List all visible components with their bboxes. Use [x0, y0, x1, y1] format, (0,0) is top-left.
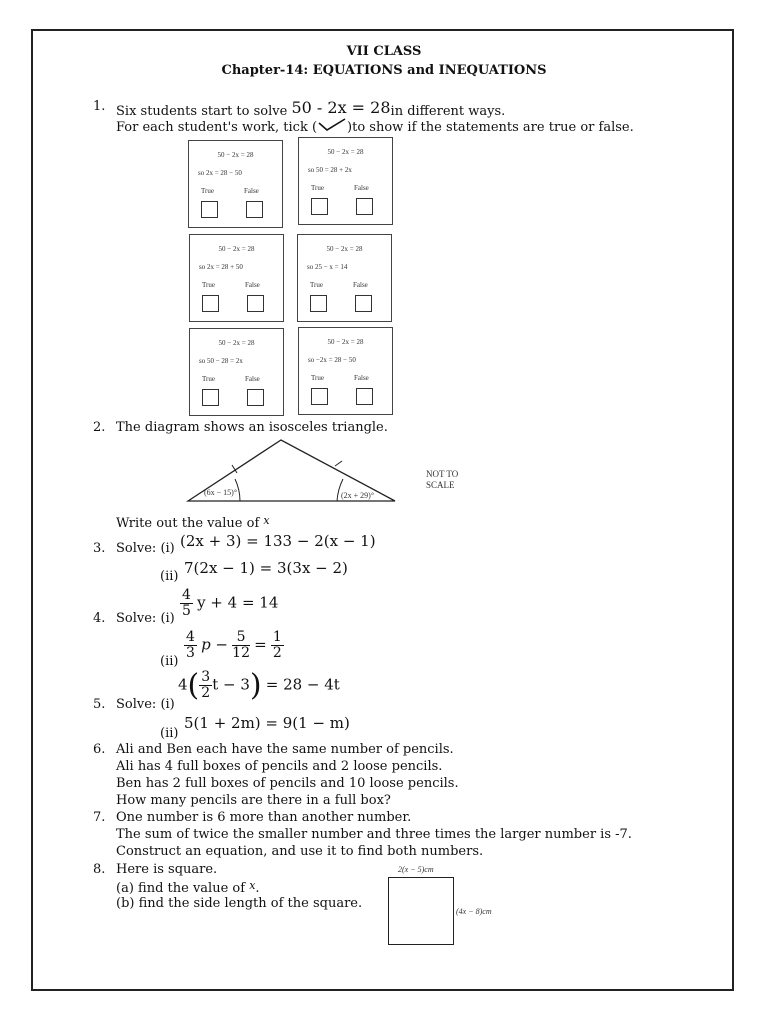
card-true-label: True	[201, 187, 214, 195]
q4-i-rest: y + 4 = 14	[197, 593, 279, 612]
q5-expression-i	[178, 667, 340, 703]
true-checkbox[interactable]	[201, 201, 218, 218]
q8-part-a	[116, 880, 260, 895]
card-equation: 50 − 2x = 28	[327, 148, 364, 156]
card-true-label: True	[311, 374, 324, 382]
q2-followup-text: Write out the value of	[116, 516, 260, 531]
fraction-numerator: 5	[232, 630, 250, 646]
tick-icon	[317, 118, 347, 132]
card-false-label: False	[244, 187, 259, 195]
q7-line-1: One number is 6 more than another number.	[116, 810, 412, 825]
q6-line-3: Ben has 2 full boxes of pencils and 10 loose pencils.	[116, 776, 459, 791]
q3-label-i: Solve: (i)	[116, 541, 175, 556]
q1-text-a: Six students start to solve	[116, 104, 288, 119]
class-title: VII CLASS	[346, 44, 422, 59]
fraction-denominator: 2	[201, 685, 211, 702]
student-card-4	[297, 234, 392, 322]
q4-number: 4.	[93, 611, 106, 626]
q5-label-ii: (ii)	[160, 726, 179, 741]
card-false-label: False	[245, 375, 260, 383]
q8-text: Here is square.	[116, 862, 218, 877]
card-step: so 50 = 28 + 2x	[308, 166, 352, 174]
false-checkbox[interactable]	[355, 295, 372, 312]
fraction-denominator: 12	[232, 645, 250, 662]
q4-expression-i	[180, 588, 278, 620]
fraction-denominator: 2	[272, 645, 282, 662]
q2-followup-var: x	[263, 514, 270, 527]
true-checkbox[interactable]	[202, 295, 219, 312]
q8-number: 8.	[93, 862, 106, 877]
q2-number: 2.	[93, 420, 106, 435]
angle-left-label: (6x − 15)°	[204, 488, 238, 497]
card-true-label: True	[310, 281, 323, 289]
card-true-label: True	[202, 281, 215, 289]
student-card-6	[298, 327, 393, 415]
q4-ii-mid: p −	[201, 635, 229, 654]
q1-equation: 50 - 2x = 28	[291, 98, 391, 117]
card-equation: 50 − 2x = 28	[218, 245, 255, 253]
q7-line-2: The sum of twice the smaller number and three times the larger number is -7.	[116, 827, 632, 842]
card-equation: 50 − 2x = 28	[327, 338, 364, 346]
q1-instruction-b: )to show if the statements are true or false.	[347, 120, 634, 135]
fraction-denominator: 5	[182, 603, 191, 620]
student-card-2	[298, 137, 393, 225]
false-checkbox[interactable]	[247, 295, 264, 312]
fraction	[180, 588, 193, 620]
not-to-scale-line2: SCALE	[426, 480, 455, 490]
q8-part-b: (b) find the side length of the square.	[116, 896, 363, 911]
q7-number: 7.	[93, 810, 106, 825]
false-checkbox[interactable]	[247, 389, 264, 406]
card-true-label: True	[311, 184, 324, 192]
q2-followup	[116, 515, 270, 530]
angle-right-label: (2x + 29)°	[341, 491, 375, 500]
q1-instruction-a: For each student's work, tick (	[116, 120, 318, 135]
true-checkbox[interactable]	[202, 389, 219, 406]
q1-instruction	[116, 118, 634, 134]
fraction	[271, 630, 284, 662]
q3-number: 3.	[93, 541, 106, 556]
q5-label-i: Solve: (i)	[116, 697, 175, 712]
card-false-label: False	[354, 374, 369, 382]
q6-line-2: Ali has 4 full boxes of pencils and 2 loose pencils.	[116, 759, 443, 774]
true-checkbox[interactable]	[311, 198, 328, 215]
fraction-numerator: 4	[182, 587, 191, 603]
q7-line-3: Construct an equation, and use it to find both numbers.	[116, 844, 484, 859]
right-paren: )	[249, 667, 262, 703]
false-checkbox[interactable]	[246, 201, 263, 218]
card-true-label: True	[202, 375, 215, 383]
q8-part-a-text: (a) find the value of	[116, 881, 246, 896]
q6-line-4: How many pencils are there in a full box?	[116, 793, 391, 808]
card-step: so −2x = 28 − 50	[308, 356, 356, 364]
q5-i-rest: = 28 − 4t	[265, 675, 340, 694]
fraction	[199, 670, 212, 702]
square-side-label: (4x − 8)cm	[456, 907, 492, 916]
card-false-label: False	[353, 281, 368, 289]
card-step: so 2x = 28 − 50	[198, 169, 242, 177]
card-equation: 50 − 2x = 28	[217, 151, 254, 159]
false-checkbox[interactable]	[356, 388, 373, 405]
card-step: so 25 − x = 14	[307, 263, 348, 271]
student-card-3	[189, 234, 284, 322]
q6-number: 6.	[93, 742, 106, 757]
student-card-5	[189, 328, 284, 416]
square-diagram	[388, 877, 454, 945]
left-paren: (	[187, 667, 200, 703]
q5-number: 5.	[93, 697, 106, 712]
q5-equation-ii: 5(1 + 2m) = 9(1 − m)	[184, 714, 350, 732]
q8-part-a-var: x	[249, 879, 256, 892]
card-step: so 2x = 28 + 50	[199, 263, 243, 271]
q3-equation-i: (2x + 3) = 133 − 2(x − 1)	[180, 532, 376, 550]
true-checkbox[interactable]	[311, 388, 328, 405]
q5-i-inner: t − 3	[212, 675, 250, 694]
q8-part-a-end: .	[255, 881, 260, 896]
q5-i-coefficient: 4	[178, 675, 188, 694]
not-to-scale-line1: NOT TO	[426, 469, 459, 479]
fraction-denominator: 3	[186, 645, 195, 662]
fraction-numerator: 3	[201, 669, 211, 685]
q1-number: 1.	[93, 99, 106, 114]
q4-label-i: Solve: (i)	[116, 611, 175, 626]
q6-line-1: Ali and Ben each have the same number of pencils.	[116, 742, 454, 757]
card-equation: 50 − 2x = 28	[326, 245, 363, 253]
card-equation: 50 − 2x = 28	[218, 339, 255, 347]
card-false-label: False	[245, 281, 260, 289]
fraction-numerator: 4	[186, 629, 195, 645]
q1-text	[116, 100, 505, 118]
q4-expression-ii	[184, 630, 284, 662]
fraction	[184, 630, 197, 662]
true-checkbox[interactable]	[310, 295, 327, 312]
card-false-label: False	[354, 184, 369, 192]
false-checkbox[interactable]	[356, 198, 373, 215]
q3-equation-ii: 7(2x − 1) = 3(3x − 2)	[184, 559, 348, 577]
q2-text: The diagram shows an isosceles triangle.	[116, 420, 388, 435]
student-card-1	[188, 140, 283, 228]
q4-ii-equals: =	[254, 635, 267, 654]
fraction	[232, 630, 250, 662]
q4-label-ii: (ii)	[160, 654, 179, 669]
chapter-title: Chapter-14: EQUATIONS and INEQUATIONS	[221, 63, 547, 78]
q1-text-b: in different ways.	[390, 104, 506, 119]
fraction-numerator: 1	[272, 629, 282, 645]
card-step: so 50 − 28 = 2x	[199, 357, 243, 365]
square-top-label: 2(x − 5)cm	[398, 865, 434, 874]
q3-label-ii: (ii)	[160, 569, 179, 584]
